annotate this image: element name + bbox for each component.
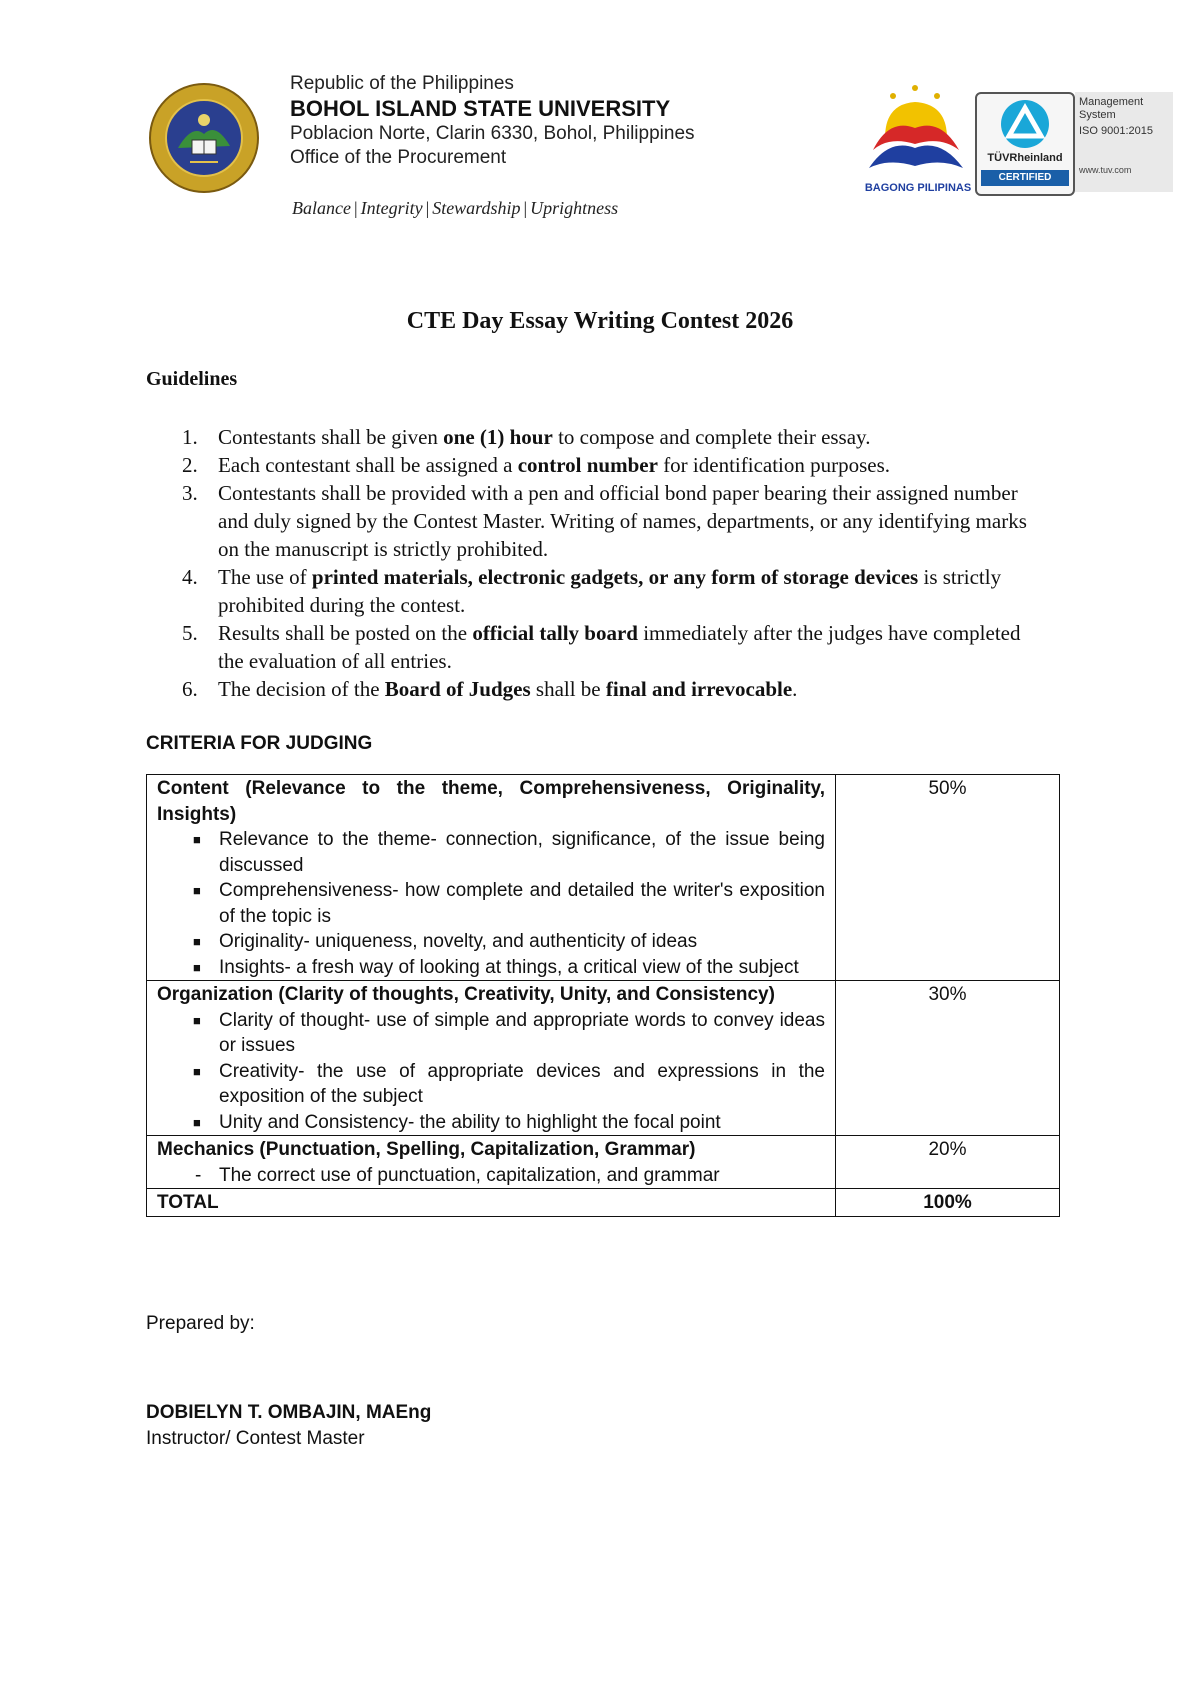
criteria-bullet — [157, 1163, 825, 1189]
square-bullet-icon: ■ — [193, 832, 201, 847]
criteria-bullet — [157, 1008, 825, 1059]
criteria-bullet — [157, 929, 825, 955]
guidelines-list — [146, 423, 1046, 703]
guideline-item — [146, 619, 1046, 675]
guideline-text: The use of — [218, 565, 312, 589]
bullet-text: Creativity- the use of appropriate devices and expressions in the exposition of the subject — [219, 1060, 825, 1107]
square-bullet-icon: ■ — [193, 1063, 201, 1079]
criteria-percent: 20% — [836, 1136, 1060, 1189]
motto: Balance | Integrity | Stewardship | Uprightness — [292, 198, 619, 218]
iso-management-system: Management System — [1079, 96, 1144, 121]
motto-word: Balance — [292, 198, 351, 218]
guideline-number: 4. — [182, 565, 198, 589]
bullet-text: Insights- a fresh way of looking at things, a critical view of the subject — [219, 956, 799, 978]
guideline-text: immediately after the judges have completed the evaluation of all entries. — [218, 621, 1021, 673]
criteria-bullets — [157, 827, 825, 980]
total-percent: 100% — [836, 1189, 1060, 1217]
university-seal — [148, 82, 260, 194]
country-line: Republic of the Philippines — [290, 73, 514, 94]
motto-word: Stewardship — [432, 198, 521, 218]
criteria-title: Mechanics (Punctuation, Spelling, Capitalization, Grammar) — [157, 1139, 696, 1160]
bagong-pilipinas-logo — [855, 78, 977, 196]
document-title: CTE Day Essay Writing Contest 2026 — [406, 308, 794, 334]
guideline-text: is strictly prohibited during the contest. — [218, 565, 1002, 617]
office-line: Office of the Procurement — [290, 147, 507, 168]
guideline-emphasis: printed materials, electronic gadgets, or any form of storage devices — [311, 565, 919, 589]
guideline-number: 2. — [182, 453, 198, 477]
criteria-row-total — [147, 1189, 1060, 1217]
guideline-emphasis: control number — [517, 453, 658, 477]
guideline-text: The decision of the — [218, 677, 385, 701]
criteria-cell — [147, 981, 836, 1136]
criteria-bullets — [157, 1163, 825, 1189]
guideline-item — [146, 423, 1046, 451]
motto-word: Uprightness — [530, 198, 619, 218]
square-bullet-icon: ■ — [193, 959, 201, 975]
guideline-emphasis: one (1) hour — [443, 425, 553, 449]
criteria-bullet — [157, 878, 825, 929]
criteria-bullets — [157, 1008, 825, 1136]
dash-bullet-icon: - — [195, 1164, 202, 1186]
letterhead-text — [290, 72, 810, 170]
guideline-emphasis: official tally board — [472, 621, 638, 645]
motto-word: Integrity — [360, 198, 423, 218]
iso-standard: ISO 9001:2015 — [1079, 125, 1154, 137]
tuv-triangle-icon — [977, 94, 1073, 154]
guideline-number: 5. — [182, 621, 198, 645]
criteria-heading: CRITERIA FOR JUDGING — [146, 733, 373, 754]
guideline-text: . — [792, 677, 798, 701]
iso-url: www.tuv.com — [1079, 165, 1132, 175]
prepared-by-label: Prepared by: — [146, 1313, 255, 1334]
guideline-text: shall be — [530, 677, 606, 701]
signer-role: Instructor/ Contest Master — [146, 1428, 365, 1449]
tuv-brand: TÜVRheinland — [987, 152, 1063, 164]
criteria-bullet — [157, 1059, 825, 1110]
guideline-item — [146, 675, 1046, 703]
criteria-cell — [147, 775, 836, 981]
criteria-percent: 50% — [836, 775, 1060, 981]
tuv-badge — [975, 92, 1075, 196]
guideline-item — [146, 451, 1046, 479]
guideline-text: Results shall be posted on the — [218, 621, 473, 645]
criteria-bullet — [157, 827, 825, 878]
criteria-title: Organization (Clarity of thoughts, Creativity, Unity, and Consistency) — [157, 984, 775, 1005]
bullet-text: Relevance to the theme- connection, significance, of the issue being discussed — [219, 829, 825, 876]
bullet-text: The correct use of punctuation, capitalization, and grammar — [219, 1164, 720, 1186]
square-bullet-icon: ■ — [193, 1114, 201, 1130]
bullet-text: Originality- uniqueness, novelty, and authenticity of ideas — [219, 931, 698, 952]
square-bullet-icon: ■ — [193, 883, 201, 898]
total-label: TOTAL — [147, 1189, 836, 1217]
guideline-number: 1. — [182, 425, 198, 449]
guideline-item — [146, 479, 1046, 563]
criteria-bullet — [157, 955, 825, 981]
guideline-text: Each contestant shall be assigned a — [218, 453, 518, 477]
criteria-title: Content (Relevance to the theme, Comprehensiveness, Originality, Insights) — [157, 778, 825, 825]
bullet-text: Clarity of thought- use of simple and appropriate words to convey ideas or issues — [219, 1009, 825, 1056]
guideline-emphasis: Board of Judges — [384, 677, 531, 701]
guidelines-heading: Guidelines — [146, 368, 238, 390]
university-name: BOHOL ISLAND STATE UNIVERSITY — [290, 96, 671, 121]
bagong-pilipinas-label: BAGONG PILIPINAS — [864, 182, 972, 194]
square-bullet-icon: ■ — [193, 1012, 201, 1028]
guideline-number: 6. — [182, 677, 198, 701]
iso-info-panel — [1075, 92, 1173, 192]
guideline-text: to compose and complete their essay. — [552, 425, 871, 449]
iso-certification-badge — [975, 92, 1175, 192]
guideline-text: for identification purposes. — [657, 453, 891, 477]
bullet-text: Comprehensiveness- how complete and detailed the writer's exposition of the topic is — [219, 880, 825, 927]
square-bullet-icon: ■ — [193, 934, 201, 949]
criteria-table — [146, 774, 1060, 1217]
guideline-text: Contestants shall be provided with a pen and official bond paper bearing their assigned number and duly signed by the Contest Master. Writing of names, departments, or any identifying marks on the manuscript is strictly prohibited. — [218, 481, 1027, 561]
guideline-item — [146, 563, 1046, 619]
address-line: Poblacion Norte, Clarin 6330, Bohol, Philippines — [290, 123, 695, 144]
criteria-row-content — [147, 775, 1060, 981]
bullet-text: Unity and Consistency- the ability to highlight the focal point — [219, 1111, 721, 1133]
guideline-text: Contestants shall be given — [218, 425, 444, 449]
criteria-row-mechanics — [147, 1136, 1060, 1189]
criteria-bullet — [157, 1110, 825, 1136]
criteria-percent: 30% — [836, 981, 1060, 1136]
guideline-emphasis: final and irrevocable — [605, 677, 793, 701]
criteria-row-organization — [147, 981, 1060, 1136]
signer-name: DOBIELYN T. OMBAJIN, MAEng — [146, 1402, 432, 1423]
guideline-number: 3. — [182, 481, 198, 505]
tuv-certified: CERTIFIED — [981, 170, 1069, 186]
criteria-cell — [147, 1136, 836, 1189]
